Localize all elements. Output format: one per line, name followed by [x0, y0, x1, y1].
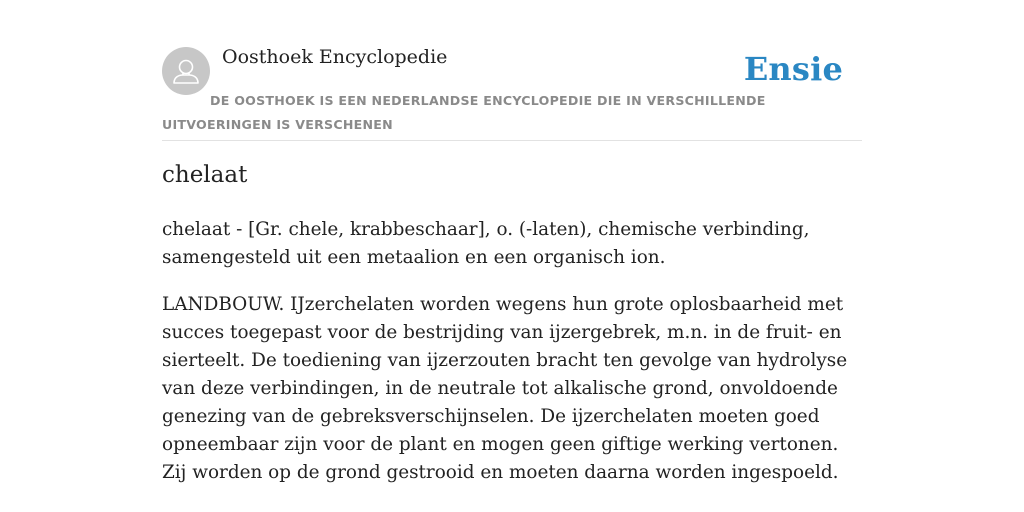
source-name-link[interactable]: Oosthoek Encyclopedie — [222, 46, 448, 68]
ensie-logo[interactable]: Ensie — [743, 50, 843, 88]
article-title: chelaat — [162, 162, 248, 188]
article-paragraph-landbouw: LANDBOUW. IJzerchelaten worden wegens hun grote oplosbaarheid met succes toegepast voor de bestrijding van ijzergebrek, m.n. in de fruit- en sierteelt. De toediening van ijzerzouten bracht ten gevolge van hydrolyse van deze verbindingen, in de neutrale tot alkalische grond, onvoldoende genezing van de gebreksverschijnselen. De ijzerchelaten moeten goed opneembaar zijn voor de plant en mogen geen giftige werking vertonen. Zij worden op de grond gestrooid en moeten daarna worden ingespoeld. — [162, 294, 848, 483]
user-outline-icon — [162, 47, 210, 95]
source-tagline: DE OOSTHOEK IS EEN NEDERLANDSE ENCYCLOPEDIE DIE IN VERSCHILLENDE UITVOERINGEN IS VERSCHENEN — [162, 93, 766, 132]
page-wrapper — [162, 0, 862, 483]
source-header — [162, 0, 862, 141]
source-avatar[interactable] — [162, 47, 210, 95]
article-paragraph-definition: chelaat - [Gr. chele, krabbeschaar], o. (-laten), chemische verbinding, samengesteld uit een metaalion en een organisch ion. — [162, 219, 810, 268]
